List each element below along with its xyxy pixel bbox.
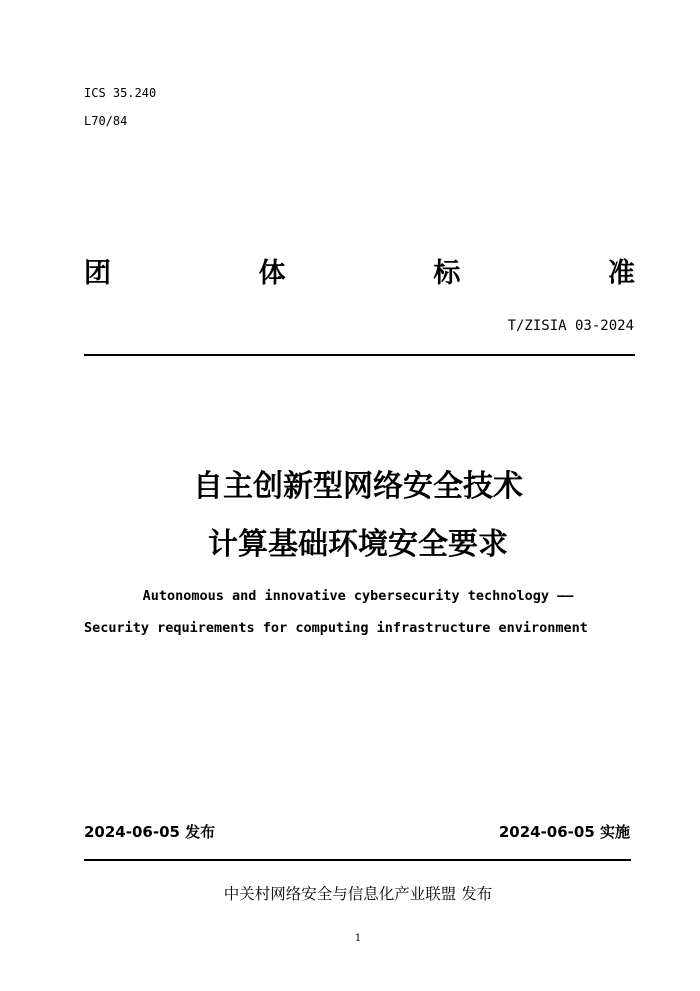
top-divider [84,354,635,356]
publisher: 中关村网络安全与信息化产业联盟 发布 [223,885,493,903]
title-zh-line-1: 自主创新型网络安全技术 [193,469,523,504]
implement-date: 2024-06-05 实施 [498,823,630,841]
title-zh-line-2: 计算基础环境安全要求 [208,527,508,562]
publish-date: 2024-06-05 发布 [84,823,216,841]
page-number: 1 [354,933,362,944]
standard-type-char: 标 [433,258,461,289]
title-en-line-2: Security requirements for computing infrastructure environment [84,620,588,636]
bottom-divider [84,859,631,861]
standard-type-char: 团 [84,258,111,289]
title-en-line-1: Autonomous and innovative cybersecurity technology —— [142,588,574,604]
standard-type-char: 准 [607,258,635,289]
ccs-code: L70/84 [84,114,128,128]
ics-code: ICS 35.240 [84,86,157,100]
standard-type-char: 体 [258,258,286,289]
standard-type-heading [84,256,635,292]
standard-number: T/ZISIA 03-2024 [507,318,634,334]
